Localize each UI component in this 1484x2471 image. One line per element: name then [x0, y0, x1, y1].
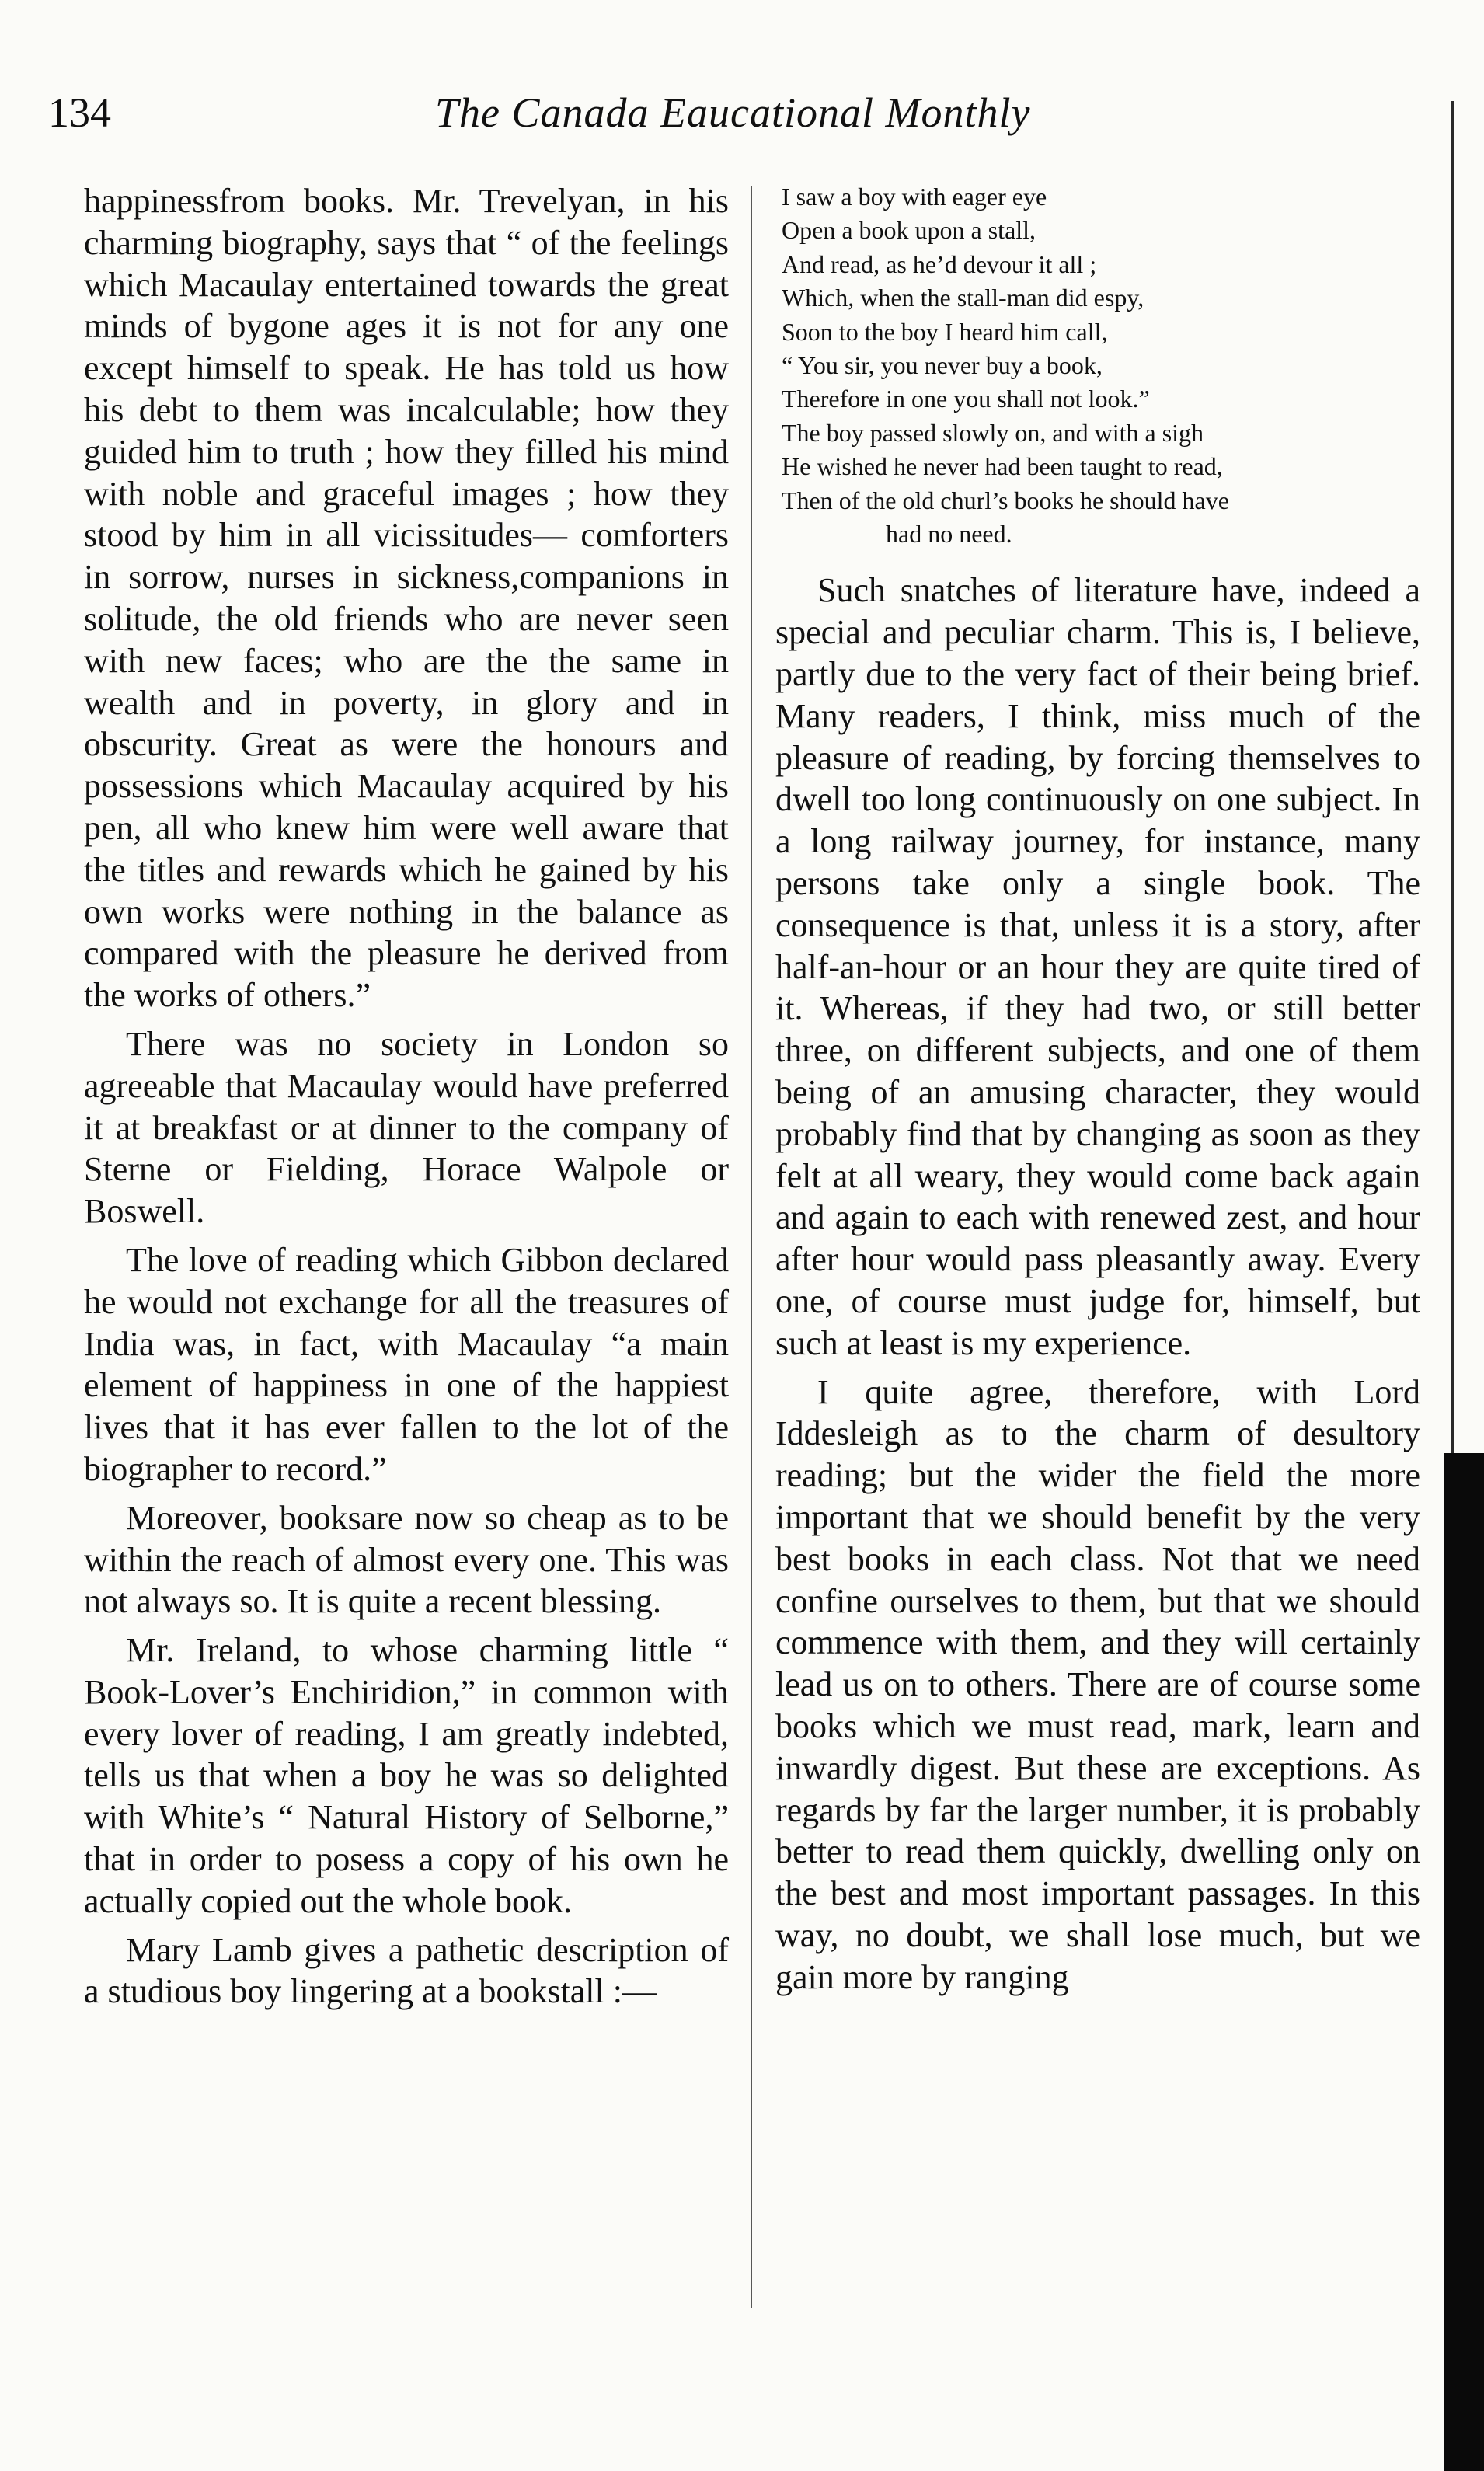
paragraph: happinessfrom books. Mr. Trevelyan, in his charming biography, says that “ of the feelings which Macaulay entertained towards the great minds of bygone ages it is not for any one except himself to speak. He has told us how his debt to them was incalculable; how they guided him to truth ; how they filled his mind with noble and graceful images ; how they stood by him in all vicissitudes— comforters in sorrow, nurses in sickness,companions in solitude, the old friends who are never seen with new faces; who are the the same in wealth and in poverty, in glory and in obscurity. Great as were the honours and possessions which Macaulay acquired by his pen, all who knew him were well aware that the titles and rewards which he gained by his own works were nothing in the balance as compared with the pleasure he derived from the works of others.”: [84, 182, 729, 1015]
poem-line: Then of the old churl’s books he should have: [782, 486, 1229, 514]
right-column: [775, 180, 1420, 1999]
column-divider: [751, 186, 752, 2308]
paragraph: The love of reading which Gibbon declared he would not exchange for all the treasures of India was, in fact, with Macaulay “a main element of happiness in one of the happiest lives that it has ever fallen to the lot of the biographer to record.”: [84, 1240, 729, 1488]
poem-line: Soon to the boy I heard him call,: [782, 317, 1108, 346]
poem-line: He wished he never had been taught to read,: [782, 452, 1223, 481]
poem-line: had no need.: [886, 520, 1012, 549]
poem-line: The boy passed slowly on, and with a sigh: [782, 418, 1204, 447]
running-header: [0, 78, 1484, 148]
poem-line: I saw a boy with eager eye: [782, 183, 1047, 211]
paragraph: I quite agree, therefore, with Lord Iddesleigh as to the charm of desultory reading; but the wider the field the more important that we should benefit by the very best books in each class. Not that we need confine ourselves to them, but that we should commence with them, and they will certainly lead us on to others. There are of course some books which we must read, mark, learn and inwardly digest. But these are exceptions. As regards by far the larger number, it is probably better to read them quickly, dwelling only on the best and most important passages. In this way, no doubt, we shall lose much, but we gain more by ranging: [775, 1372, 1420, 1996]
poem-quote: [782, 180, 1420, 551]
scan-edge-shadow: [1444, 1453, 1484, 2471]
poem-line: Which, when the stall-man did espy,: [782, 284, 1144, 312]
page-edge-shadow: [1451, 101, 1454, 1453]
poem-line: “ You sir, you never buy a book,: [782, 351, 1103, 380]
running-title: The Canada Eaucational Monthly: [435, 89, 1031, 136]
paragraph: There was no society in London so agreeable that Macaulay would have preferred it at breakfast or at dinner to the company of Sterne or Fielding, Horace Walpole or Boswell.: [84, 1024, 729, 1231]
paragraph: Mr. Ireland, to whose charming little “ Book-Lover’s Enchiridion,” in common with every lover of reading, I am greatly indebted, tells us that when a boy he was so delighted with White’s “ Natural History of Selborne,” that in order to posess a copy of his own he actually copied out the whole book.: [84, 1631, 729, 1920]
left-column: [84, 180, 729, 2013]
poem-line: Open a book upon a stall,: [782, 216, 1036, 245]
paragraph: Moreover, booksare now so cheap as to be within the reach of almost every one. This was not always so. It is quite a recent blessing.: [84, 1498, 729, 1621]
page-number: 134: [48, 89, 111, 136]
paragraph: Such snatches of literature have, indeed a special and peculiar charm. This is, I believe, partly due to the very fact of their being brief. Many readers, I think, miss much of the pleasure of reading, by forcing themselves to dwell too long continuously on one subject. In a long railway journey, for instance, many persons take only a single book. The consequence is that, unless it is a story, after half-an-hour or an hour they are quite tired of it. Whereas, if they had two, or still better three, on different subjects, and one of them being of an amusing character, they would probably find that by changing as soon as they felt at all weary, they would come back again and again to each with renewed zest, and hour after hour would pass pleasantly away. Every one, of course must judge for, himself, but such at least is my experience.: [775, 571, 1420, 1362]
paragraph: Mary Lamb gives a pathetic description of a studious boy lingering at a bookstall :—: [84, 1930, 729, 2011]
poem-line: Therefore in one you shall not look.”: [782, 385, 1150, 413]
poem-line: And read, as he’d devour it all ;: [782, 249, 1097, 278]
